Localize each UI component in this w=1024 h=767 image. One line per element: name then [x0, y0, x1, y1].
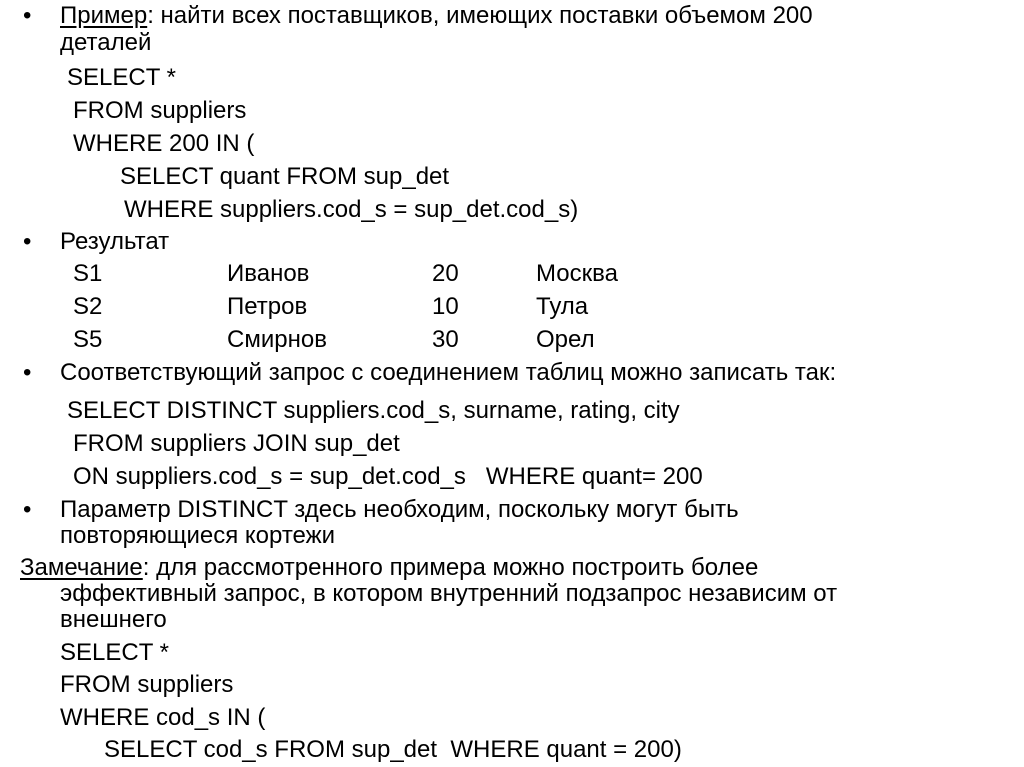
result-cell-rating: 20: [432, 260, 459, 287]
query3-line-4: SELECT cod_s FROM sup_det WHERE quant = 200): [104, 736, 682, 763]
query1-line-3: WHERE 200 IN (: [73, 130, 255, 157]
query3-line-3: WHERE cod_s IN (: [60, 704, 266, 731]
query2-line-3: ON suppliers.cod_s = sup_det.cod_s WHERE quant= 200: [73, 463, 703, 490]
result-cell-city: Москва: [536, 260, 618, 287]
result-cell-city: Тула: [536, 293, 589, 320]
query3-line-1: SELECT *: [60, 639, 169, 666]
query1-line-2: FROM suppliers: [73, 97, 247, 124]
result-label: Результат: [60, 228, 170, 255]
remark-line-2: эффективный запрос, в котором внутренний подзапрос независим от: [60, 580, 838, 607]
result-cell-surname: Иванов: [227, 260, 310, 287]
query2-line-2: FROM suppliers JOIN sup_det: [73, 430, 400, 457]
remark-label: Замечание: [20, 554, 143, 581]
result-cell-code: S5: [73, 326, 103, 353]
result-cell-surname: Смирнов: [227, 326, 327, 353]
remark-line-1: [20, 555, 758, 581]
bullet-3: •: [23, 359, 32, 386]
remark-text: : для рассмотренного примера можно построить более: [142, 554, 759, 581]
bullet-1: •: [23, 2, 32, 29]
bullet-4: •: [23, 496, 32, 523]
bullet-2: •: [23, 228, 32, 255]
query1-line-1: SELECT *: [67, 64, 176, 91]
result-cell-city: Орел: [536, 326, 595, 353]
distinct-note-line-2: повторяющиеся кортежи: [60, 522, 336, 549]
result-cell-surname: Петров: [227, 293, 308, 320]
query1-line-5: WHERE suppliers.cod_s = sup_det.cod_s): [124, 196, 579, 223]
bullet-1-line-1: [60, 3, 813, 29]
result-cell-code: S2: [73, 293, 103, 320]
bullet-1-line-2: деталей: [60, 29, 152, 56]
result-cell-rating: 30: [432, 326, 459, 353]
join-intro-text: Соответствующий запрос с соединением таблиц можно записать так:: [60, 359, 837, 386]
query2-line-1: SELECT DISTINCT suppliers.cod_s, surname, rating, city: [67, 397, 680, 424]
example-text: : найти всех поставщиков, имеющих поставки объемом 200: [147, 2, 813, 29]
result-cell-code: S1: [73, 260, 103, 287]
example-label: Пример: [60, 2, 148, 29]
remark-line-3: внешнего: [60, 606, 167, 633]
result-cell-rating: 10: [432, 293, 459, 320]
query1-line-4: SELECT quant FROM sup_det: [120, 163, 450, 190]
distinct-note-line-1: Параметр DISTINCT здесь необходим, поскольку могут быть: [60, 496, 739, 523]
query3-line-2: FROM suppliers: [60, 671, 234, 698]
